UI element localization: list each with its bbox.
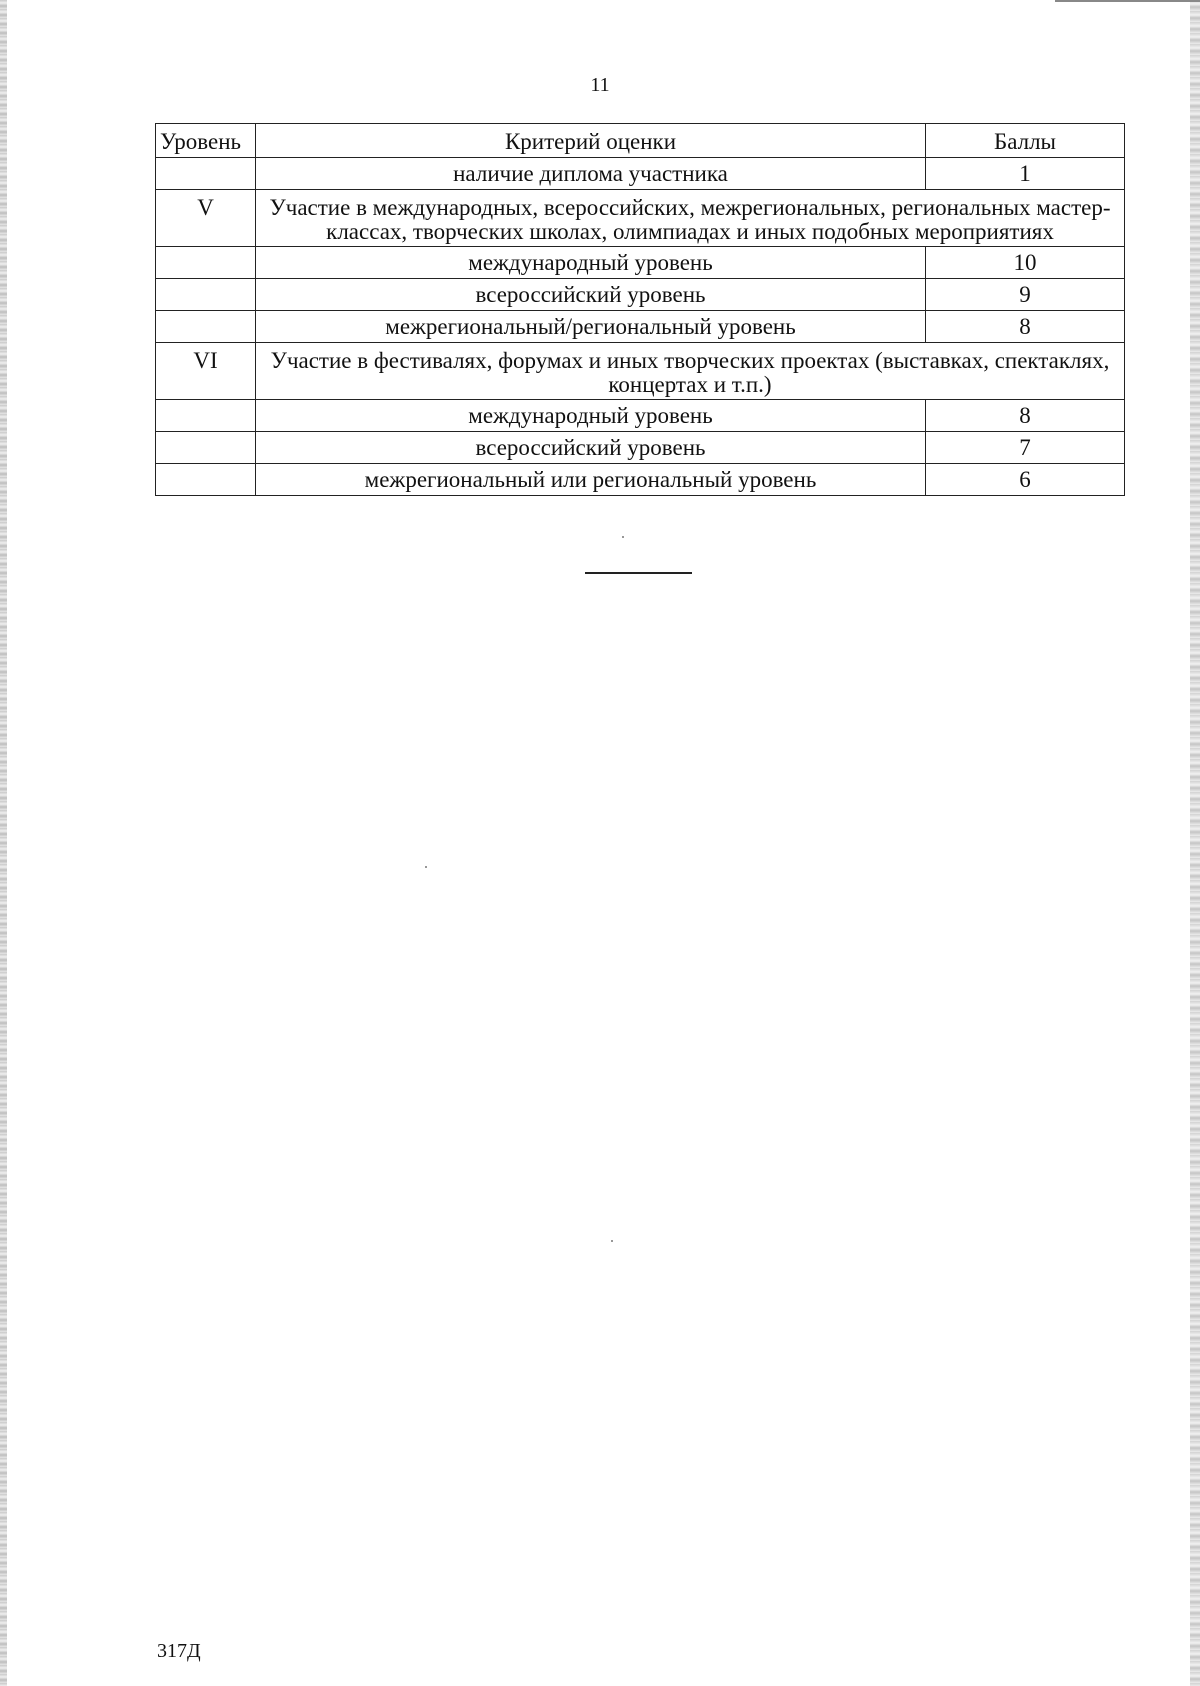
table-row (156, 311, 1125, 343)
end-of-document-line (585, 572, 692, 574)
scan-edge-right (1190, 0, 1200, 1686)
cell-criterion: межрегиональный/региональный уровень (256, 311, 926, 343)
cell-criterion: межрегиональный или региональный уровень (256, 464, 926, 496)
header-points: Баллы (926, 124, 1125, 158)
cell-level (156, 311, 256, 343)
table-row (156, 279, 1125, 311)
scan-edge-left (0, 0, 7, 1686)
cell-level (156, 432, 256, 464)
table-group-row (156, 343, 1125, 400)
cell-level (156, 247, 256, 279)
cell-level (156, 279, 256, 311)
document-code: 317Д (157, 1640, 201, 1662)
cell-points: 8 (926, 400, 1125, 432)
scan-speck (622, 536, 624, 538)
table-row (156, 464, 1125, 496)
cell-criterion: наличие диплома участника (256, 158, 926, 190)
table-row (156, 432, 1125, 464)
cell-points: 8 (926, 311, 1125, 343)
header-level: Уровень (156, 124, 256, 158)
cell-group-criterion: Участие в фестивалях, форумах и иных творческих проектах (выставках, спектаклях, концертах и т.п.) (256, 343, 1125, 400)
scan-speck (425, 866, 427, 868)
cell-points: 6 (926, 464, 1125, 496)
scan-speck (611, 1240, 613, 1242)
page-number: 11 (590, 74, 610, 96)
cell-level (156, 158, 256, 190)
cell-criterion: всероссийский уровень (256, 279, 926, 311)
criteria-table (155, 123, 1125, 496)
cell-level (156, 464, 256, 496)
header-criterion: Критерий оценки (256, 124, 926, 158)
table-header-row (156, 124, 1125, 158)
cell-criterion: всероссийский уровень (256, 432, 926, 464)
cell-level (156, 400, 256, 432)
cell-points: 9 (926, 279, 1125, 311)
cell-points: 10 (926, 247, 1125, 279)
table-row (156, 247, 1125, 279)
table-group-row (156, 190, 1125, 247)
cell-points: 1 (926, 158, 1125, 190)
cell-criterion: международный уровень (256, 400, 926, 432)
cell-level: VI (156, 343, 256, 400)
table-row (156, 158, 1125, 190)
cell-points: 7 (926, 432, 1125, 464)
cell-group-criterion: Участие в международных, всероссийских, межрегиональных, региональных мастер-классах, творческих школах, олимпиадах и иных подобных мероприятиях (256, 190, 1125, 247)
table-row (156, 400, 1125, 432)
cell-level: V (156, 190, 256, 247)
scan-edge-top (1055, 0, 1200, 2)
cell-criterion: международный уровень (256, 247, 926, 279)
